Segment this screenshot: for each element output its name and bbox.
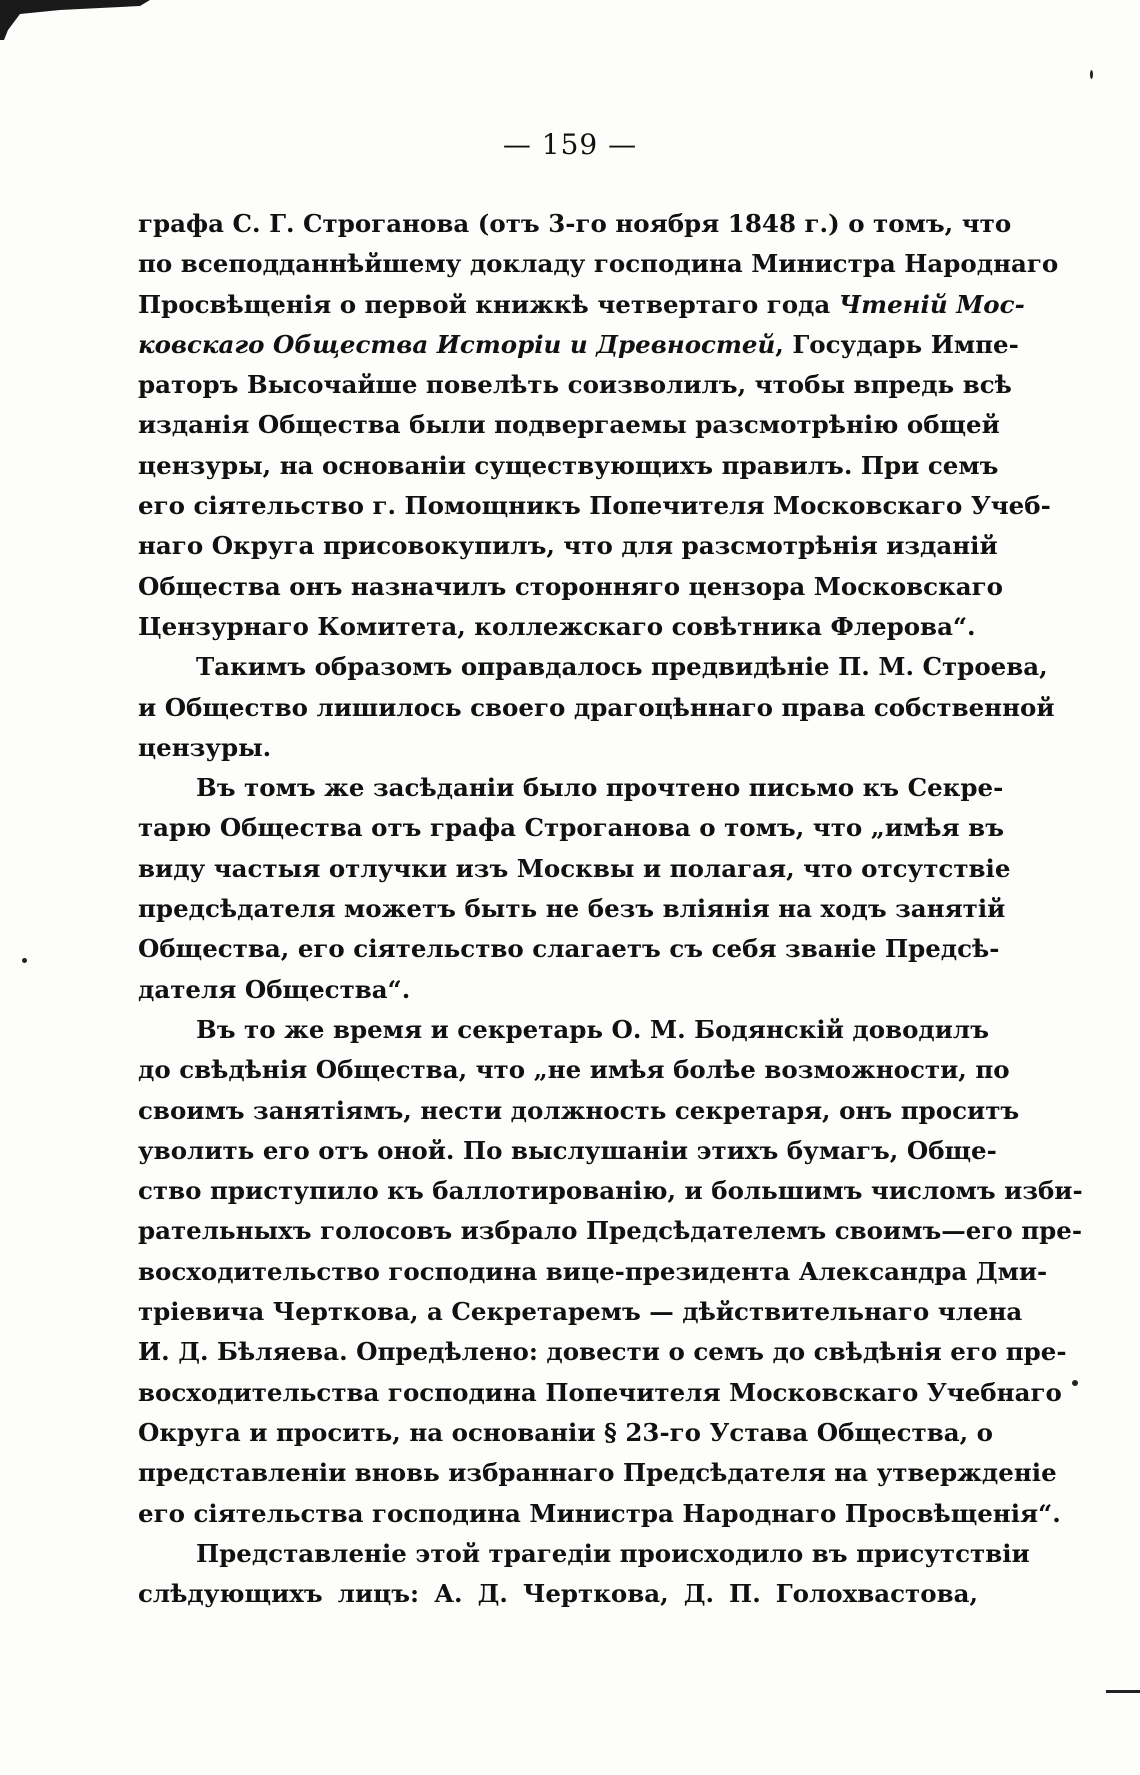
paragraph bbox=[138, 204, 1059, 647]
text-line: дателя Общества“. bbox=[138, 974, 411, 1004]
body-text bbox=[138, 204, 1083, 1614]
text-line: изданія Общества были подвергаемы разсмотрѣнію общей bbox=[138, 410, 1000, 440]
text-line: ство приступило къ баллотированію, и большимъ числомъ изби- bbox=[138, 1176, 1083, 1206]
text-line: его сіятельства господина Министра Народнаго Просвѣщенія“. bbox=[138, 1498, 1061, 1528]
scan-corner-mark bbox=[0, 0, 150, 40]
text-line: тріевича Черткова, а Секретаремъ — дѣйствительнаго члена bbox=[138, 1297, 1023, 1327]
scan-speck bbox=[1072, 1380, 1078, 1386]
text-line: графа С. Г. Строганова (отъ 3-го ноября 1848 г.) о томъ, что bbox=[138, 209, 1012, 238]
text-line: предсѣдателя можетъ быть не безъ вліянія на ходъ занятій bbox=[138, 894, 1006, 924]
italic-title-run: ковскаго Общества Исторіи и Древностей bbox=[138, 329, 776, 359]
paragraph bbox=[138, 1534, 1030, 1615]
text-run: , Государь Импе- bbox=[775, 329, 1019, 359]
text-line: представленіи вновь избраннаго Предсѣдателя на утвержденіе bbox=[138, 1458, 1057, 1488]
scan-speck bbox=[1090, 70, 1093, 79]
text-line bbox=[138, 285, 1025, 325]
text-line: Въ то же время и секретарь О. М. Бодянскій доводилъ bbox=[196, 1014, 989, 1044]
text-line: Общества, его сіятельство слагаетъ съ себя званіе Предсѣ- bbox=[138, 934, 1000, 964]
text-line: его сіятельство г. Помощникъ Попечителя Московскаго Учеб- bbox=[138, 491, 1051, 521]
text-line bbox=[138, 325, 1019, 365]
text-line: Въ томъ же засѣданіи было прочтено письмо къ Секре- bbox=[196, 773, 1004, 803]
text-line: И. Д. Бѣляева. Опредѣлено: довести о семъ до свѣдѣнія его пре- bbox=[138, 1337, 1067, 1367]
text-line: слѣдующихъ лицъ: А. Д. Черткова, Д. П. Голохвастова, bbox=[138, 1579, 978, 1609]
italic-title-run: Чтеній Мос- bbox=[838, 289, 1025, 319]
text-line: Цензурнаго Комитета, коллежскаго совѣтника Флерова“. bbox=[138, 611, 976, 641]
text-run: Просвѣщенія о первой книжкѣ четвертаго года bbox=[138, 289, 839, 319]
scan-edge-rule bbox=[1106, 1690, 1140, 1693]
text-line: уволить его отъ оной. По выслушаніи этихъ бумагъ, Обще- bbox=[138, 1135, 997, 1165]
text-line: цензуры, на основаніи существующихъ правилъ. При семъ bbox=[138, 450, 999, 480]
scan-speck bbox=[22, 958, 27, 963]
text-line: и Общество лишилось своего драгоцѣннаго права собственной bbox=[138, 692, 1055, 722]
text-line: Такимъ образомъ оправдалось предвидѣніе П. М. Строева, bbox=[196, 652, 1048, 682]
text-line: Общества онъ назначилъ сторонняго цензора Московскаго bbox=[138, 571, 1004, 601]
text-line: по всеподданнѣйшему докладу господина Министра Народнаго bbox=[138, 249, 1059, 279]
page-number: — 159 — bbox=[502, 128, 638, 161]
text-line: восходительства господина Попечителя Московскаго Учебнаго bbox=[138, 1377, 1062, 1407]
text-line: до свѣдѣнія Общества, что „не имѣя болѣе возможности, по bbox=[138, 1055, 1010, 1085]
text-line: цензуры. bbox=[138, 732, 272, 762]
text-line: Представленіе этой трагедіи происходило въ присутствіи bbox=[196, 1538, 1030, 1568]
text-line: восходительство господина вице-президента Александра Дми- bbox=[138, 1256, 1048, 1286]
paragraph bbox=[138, 647, 1055, 768]
text-line: виду частыя отлучки изъ Москвы и полагая, что отсутствіе bbox=[138, 853, 1011, 883]
text-line: наго Округа присовокупилъ, что для разсмотрѣнія изданій bbox=[138, 531, 998, 561]
paragraph bbox=[138, 1010, 1083, 1534]
paragraph bbox=[138, 768, 1011, 1010]
text-line: рательныхъ голосовъ избрало Предсѣдателемъ своимъ—его пре- bbox=[138, 1216, 1083, 1246]
text-line: раторъ Высочайше повелѣть соизволилъ, чтобы впредь всѣ bbox=[138, 370, 1012, 400]
text-line: своимъ занятіямъ, нести должность секретаря, онъ проситъ bbox=[138, 1095, 1020, 1125]
text-line: тарю Общества отъ графа Строганова о томъ, что „имѣя въ bbox=[138, 813, 1004, 843]
text-line: Округа и просить, на основаніи § 23-го Устава Общества, о bbox=[138, 1417, 993, 1447]
